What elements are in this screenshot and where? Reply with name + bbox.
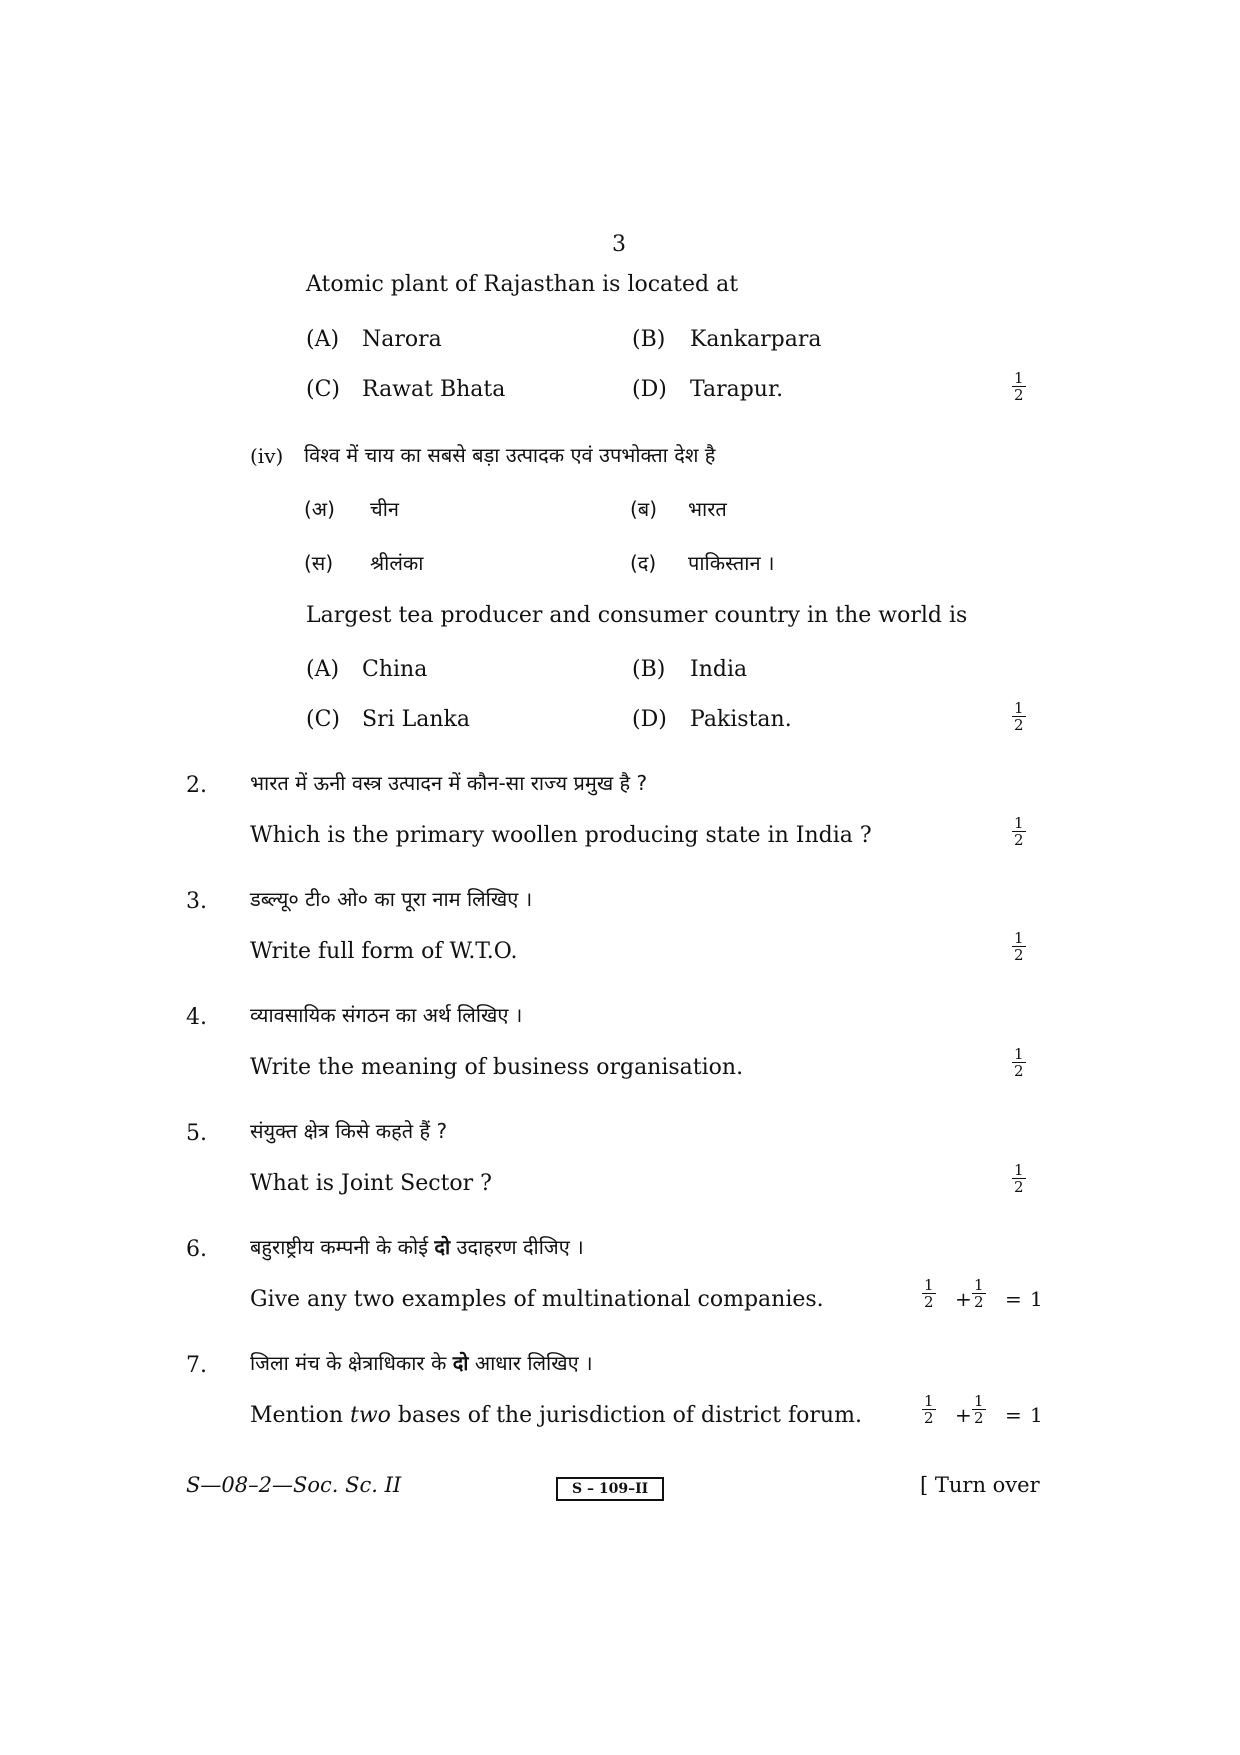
option-text: Rawat Bhata — [362, 377, 506, 402]
fraction-denominator: 2 — [1014, 946, 1024, 964]
marks-half — [922, 1393, 936, 1426]
page-number: 3 — [612, 232, 626, 257]
marks-half — [972, 1393, 986, 1426]
option-label: (B) — [632, 327, 666, 352]
option-label: (C) — [306, 377, 340, 402]
fraction-numerator: 1 — [1014, 814, 1024, 832]
plus-sign: + — [955, 1287, 972, 1311]
hindi-bold-word: दो — [434, 1235, 451, 1259]
marks-half — [1012, 1162, 1026, 1195]
option-label: (B) — [632, 657, 666, 682]
equals-sign: = — [1005, 1403, 1022, 1427]
option-text: चीन — [370, 497, 399, 521]
option-text: China — [362, 657, 428, 682]
fraction-denominator: 2 — [1014, 716, 1024, 734]
paper-code-box: S – 109–II — [556, 1477, 664, 1501]
marks-half — [1012, 370, 1026, 403]
fraction-denominator: 2 — [1014, 386, 1024, 404]
option-text: Pakistan. — [690, 707, 792, 732]
q1-iii-english-question: Atomic plant of Rajasthan is located at — [306, 272, 739, 297]
fraction-denominator: 2 — [924, 1293, 934, 1311]
question-hindi: व्यावसायिक संगठन का अर्थ लिखिए । — [250, 1003, 523, 1027]
option-label: (A) — [306, 327, 340, 352]
question-english: What is Joint Sector ? — [250, 1171, 492, 1196]
marks-half — [1012, 930, 1026, 963]
question-hindi — [250, 1233, 584, 1260]
question-english — [250, 1403, 862, 1428]
option-label: (स) — [304, 551, 334, 575]
hindi-text: आधार लिखिए । — [468, 1351, 593, 1375]
q1-iv-hindi-question: विश्व में चाय का सबसे बड़ा उत्पादक एवं उपभोक्ता देश है — [304, 443, 716, 467]
fraction-numerator: 1 — [1014, 369, 1024, 387]
question-hindi: संयुक्त क्षेत्र किसे कहते हैं ? — [250, 1119, 448, 1143]
option-text: श्रीलंका — [370, 551, 424, 575]
fraction-numerator: 1 — [1014, 929, 1024, 947]
fraction-denominator: 2 — [974, 1293, 984, 1311]
option-text: भारत — [688, 497, 727, 521]
fraction-denominator: 2 — [1014, 1178, 1024, 1196]
fraction-numerator: 1 — [924, 1276, 934, 1294]
option-label: (A) — [306, 657, 340, 682]
fraction-numerator: 1 — [974, 1276, 984, 1294]
option-text: Tarapur. — [690, 377, 784, 402]
plus-sign: + — [955, 1403, 972, 1427]
question-number: 6. — [186, 1237, 207, 1262]
question-number: 3. — [186, 889, 207, 914]
fraction-numerator: 1 — [1014, 1161, 1024, 1179]
marks-half — [922, 1277, 936, 1310]
fraction-denominator: 2 — [1014, 831, 1024, 849]
option-label: (ब) — [630, 497, 658, 521]
question-number: 5. — [186, 1121, 207, 1146]
paper-code-left: S—08–2—Soc. Sc. II — [186, 1473, 402, 1497]
option-text: Narora — [362, 327, 442, 352]
hindi-text: जिला मंच के क्षेत्राधिकार के — [250, 1351, 453, 1375]
question-hindi: डब्ल्यू० टी० ओ० का पूरा नाम लिखिए । — [250, 887, 533, 911]
question-english: Write full form of W.T.O. — [250, 939, 518, 964]
fraction-numerator: 1 — [974, 1392, 984, 1410]
hindi-bold-word: दो — [452, 1351, 469, 1375]
option-text: Sri Lanka — [362, 707, 470, 732]
option-label: (D) — [632, 377, 667, 402]
hindi-text: उदाहरण दीजिए । — [450, 1235, 584, 1259]
fraction-denominator: 2 — [924, 1409, 934, 1427]
question-english: Write the meaning of business organisation. — [250, 1055, 744, 1080]
question-hindi: भारत में ऊनी वस्त्र उत्पादन में कौन-सा राज्य प्रमुख है ? — [250, 771, 648, 795]
question-number: 4. — [186, 1005, 207, 1030]
marks-half — [1012, 700, 1026, 733]
english-italic-word: two — [350, 1403, 391, 1428]
q1-iv-english-question: Largest tea producer and consumer country in the world is — [306, 603, 968, 628]
option-text: India — [690, 657, 748, 682]
option-label: (द) — [630, 551, 657, 575]
option-label: (D) — [632, 707, 667, 732]
marks-total: 1 — [1030, 1403, 1043, 1427]
question-english: Give any two examples of multinational companies. — [250, 1287, 824, 1312]
english-text: bases of the jurisdiction of district forum. — [390, 1403, 862, 1428]
option-label: (अ) — [304, 497, 335, 521]
marks-half — [1012, 1046, 1026, 1079]
english-text: Mention — [250, 1403, 350, 1428]
option-text: Kankarpara — [690, 327, 822, 352]
fraction-numerator: 1 — [1014, 699, 1024, 717]
hindi-text: बहुराष्ट्रीय कम्पनी के कोई — [250, 1235, 435, 1259]
q1-iv-number: (iv) — [250, 444, 284, 468]
turn-over-label: [ Turn over — [920, 1473, 1040, 1497]
option-text: पाकिस्तान । — [688, 551, 775, 575]
fraction-numerator: 1 — [924, 1392, 934, 1410]
equals-sign: = — [1005, 1287, 1022, 1311]
fraction-denominator: 2 — [974, 1409, 984, 1427]
marks-half — [1012, 815, 1026, 848]
question-english: Which is the primary woollen producing state in India ? — [250, 823, 872, 848]
marks-total: 1 — [1030, 1287, 1043, 1311]
question-number: 2. — [186, 773, 207, 798]
question-number: 7. — [186, 1353, 207, 1378]
question-hindi — [250, 1349, 593, 1376]
fraction-denominator: 2 — [1014, 1062, 1024, 1080]
marks-half — [972, 1277, 986, 1310]
option-label: (C) — [306, 707, 340, 732]
fraction-numerator: 1 — [1014, 1045, 1024, 1063]
